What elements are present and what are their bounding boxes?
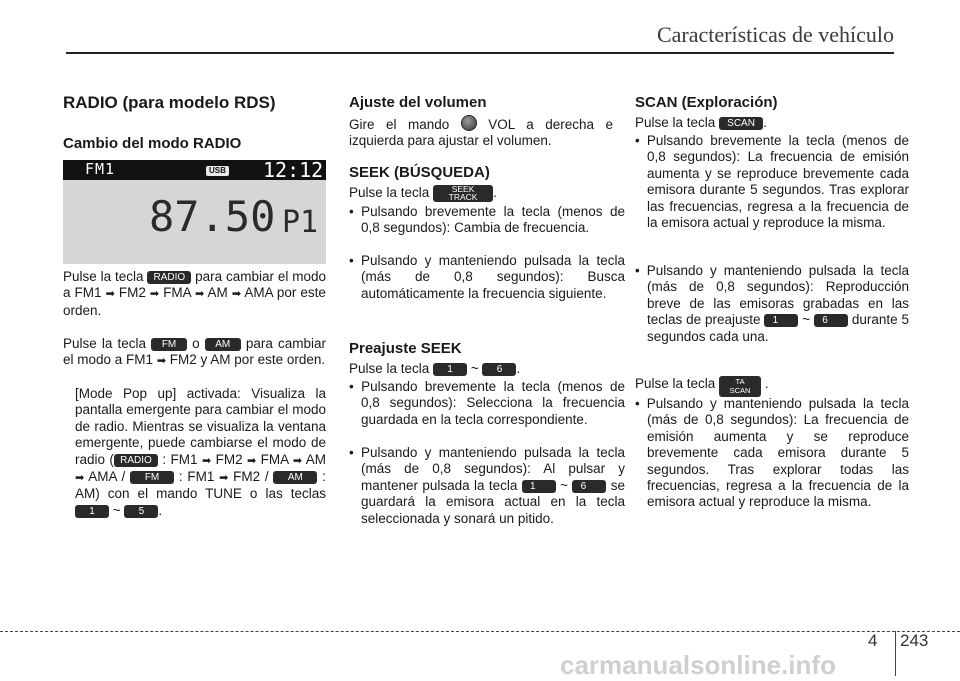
- header-divider: [66, 52, 894, 54]
- radio-title: RADIO (para modelo RDS): [63, 93, 276, 112]
- preset-6-key: 6: [814, 314, 848, 327]
- seek-bullet-2: • Pulsando y manteniendo pulsada la tecla (más de 0,8 segundos): Busca automáticamente la frecuencia siguiente.: [349, 253, 626, 301]
- arrow-right-icon: ➡: [149, 288, 160, 301]
- preset-intro: Pulse la tecla 1 ~ 6 .: [349, 361, 521, 376]
- page-number: 243: [900, 631, 929, 650]
- preset-1-key: 1: [433, 363, 467, 376]
- volume-title: Ajuste del volumen: [349, 94, 487, 111]
- radio-display-image: [63, 160, 326, 264]
- radio-display-clock: 12:12: [263, 160, 324, 182]
- seek-title: SEEK (BÚSQUEDA): [349, 164, 490, 181]
- volume-paragraph: Gire el mando VOL a derecha e izquierda para ajustar el volumen.: [349, 117, 613, 149]
- volume-knob-icon: [461, 115, 477, 131]
- ta-scan-bullet-1: • Pulsando y manteniendo pulsada la tecla (más de 0,8 segundos): La frecuencia de emisión aumenta y se reproduce brevemente cada emisora durante 5 segundos. Tras explorar todas las frecuencias, regresa a la frecuencia de la emisora actual y reproduce la misma.: [635, 396, 909, 510]
- arrow-right-icon: ➡: [247, 454, 257, 467]
- section-title: Características de vehículo: [656, 22, 894, 47]
- arrow-right-icon: ➡: [219, 472, 229, 485]
- seek-track-key: SEEK TRACK: [433, 185, 493, 202]
- preset-1-key: 1: [522, 480, 556, 493]
- fm-key: FM: [151, 338, 187, 351]
- am-key: AM: [273, 471, 317, 484]
- arrow-right-icon: ➡: [231, 288, 242, 301]
- footer-page-divider: [895, 631, 896, 676]
- chapter-number: 4: [868, 631, 878, 650]
- radio-paragraph-3: [Mode Pop up] activada: Visualiza la pantalla emergente para cambiar el modo de radio. Mientras se visualiza la ventana emergente, puede cambiarse el modo de radio ( RADIO : FM1 ➡ FM2 ➡ FMA ➡ AM ➡ AMA / FM : FM1 ➡ FM2 / AM : AM) con el mando TUNE o las teclas 1 ~ 5 .: [75, 386, 326, 518]
- am-key: AM: [205, 338, 241, 351]
- radio-display-preset: P1: [282, 205, 319, 240]
- radio-mode-subtitle: Cambio del modo RADIO: [63, 135, 242, 152]
- footer-divider: [0, 631, 960, 632]
- radio-display-frequency: 87.50: [149, 192, 276, 241]
- scan-key: SCAN: [719, 117, 763, 130]
- arrow-right-icon: ➡: [195, 288, 205, 301]
- arrow-right-icon: ➡: [156, 355, 167, 368]
- preset-bullet-2: • Pulsando y manteniendo pulsada la tecla (más de 0,8 segundos): Al pulsar y mantener pulsada la tecla 1 ~ 6 se guardará la emisora actual en la tecla seleccionada y sonará un pitido.: [349, 445, 626, 526]
- ta-scan-intro: Pulse la tecla TA SCAN .: [635, 376, 769, 395]
- arrow-right-icon: ➡: [105, 288, 115, 301]
- arrow-right-icon: ➡: [201, 454, 212, 467]
- arrow-right-icon: ➡: [75, 472, 85, 485]
- radio-key: RADIO: [147, 271, 191, 284]
- scan-bullet-2: • Pulsando y manteniendo pulsada la tecla (más de 0,8 segundos): Reproducción breve de las emisoras grabadas en las teclas de preajuste 1 ~ 6 durante 5 segundos cada una.: [635, 263, 909, 344]
- usb-icon: USB: [206, 166, 229, 176]
- radio-display-mode: FM1: [85, 160, 116, 178]
- preset-1-key: 1: [75, 505, 109, 518]
- radio-paragraph-2: Pulse la tecla FM o AM para cambiar el modo a FM1 ➡ FM2 y AM por este orden.: [63, 336, 326, 368]
- preset-6-key: 6: [482, 363, 516, 376]
- preset-1-key: 1: [764, 314, 798, 327]
- scan-title: SCAN (Exploración): [635, 94, 778, 111]
- scan-bullet-1: • Pulsando brevemente la tecla (menos de 0,8 segundos): La frecuencia de emisión aumenta y se reproduce brevemente cada emisora durante 5 segundos. Tras explorar las frecuencias, regresa a la frecuencia de la emisora actual y reproduce la misma.: [635, 133, 909, 231]
- watermark: carmanualsonline.info: [560, 650, 836, 680]
- seek-bullet-1: • Pulsando brevemente la tecla (menos de 0,8 segundos): Cambia de frecuencia.: [349, 204, 625, 236]
- preset-6-key: 6: [572, 480, 606, 493]
- preset-bullet-1: • Pulsando brevemente la tecla (menos de 0,8 segundos): Selecciona la frecuencia guardada en la tecla correspondiente.: [349, 379, 625, 427]
- fm-key: FM: [130, 471, 174, 484]
- radio-paragraph-1: Pulse la tecla RADIO para cambiar el modo a FM1 ➡ FM2 ➡ FMA ➡ AM ➡ AMA por este orden.: [63, 269, 326, 318]
- scan-intro: Pulse la tecla SCAN .: [635, 115, 767, 130]
- seek-intro: Pulse la tecla SEEK TRACK .: [349, 184, 497, 202]
- ta-scan-key: TA SCAN: [719, 376, 761, 397]
- arrow-right-icon: ➡: [292, 454, 303, 467]
- preset-seek-title: Preajuste SEEK: [349, 340, 462, 357]
- radio-key: RADIO: [114, 454, 158, 467]
- preset-5-key: 5: [124, 505, 158, 518]
